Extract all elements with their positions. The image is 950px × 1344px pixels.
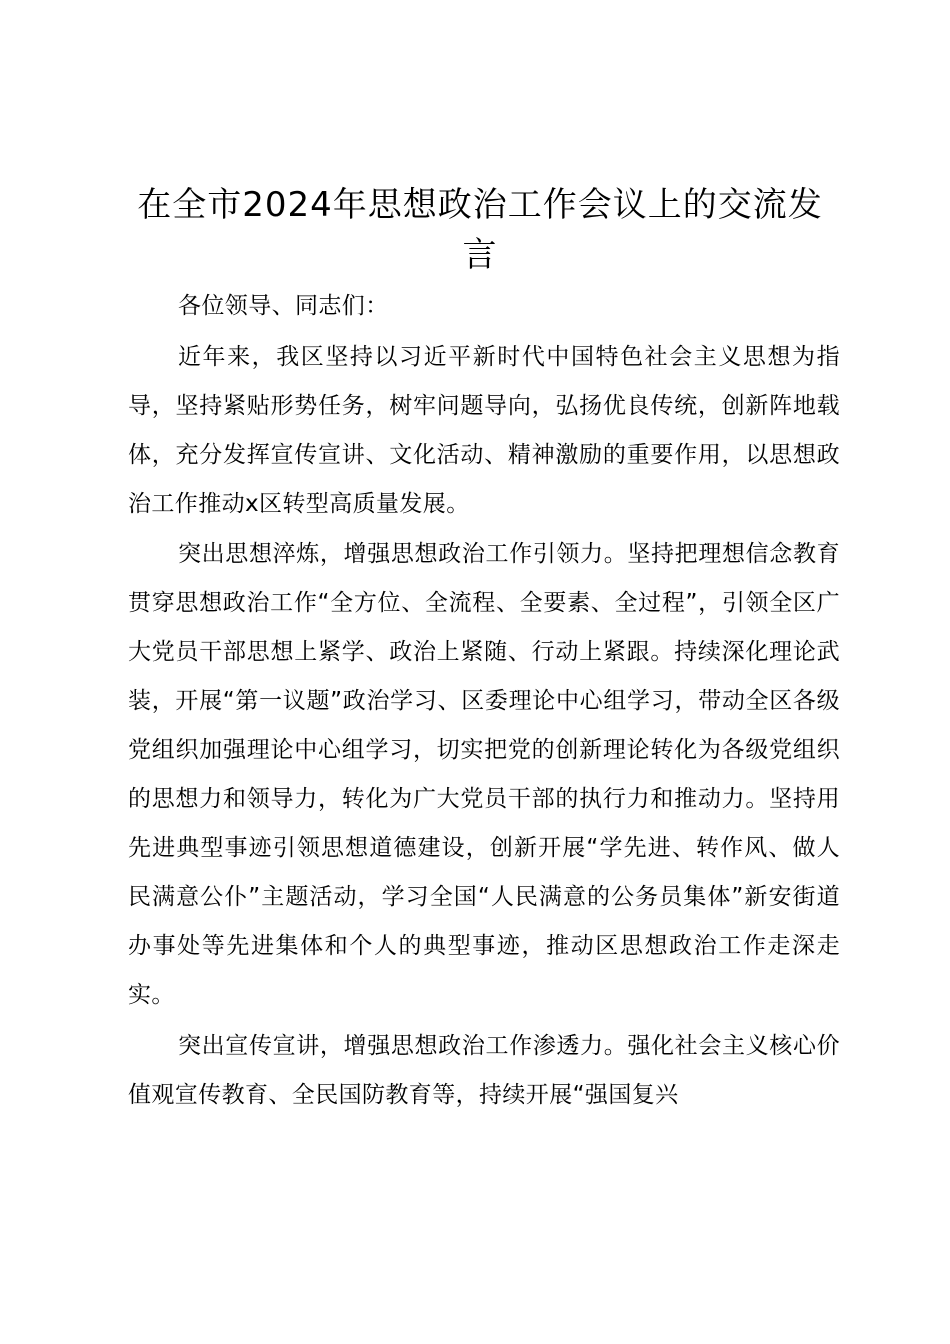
- greeting: 各位领导、同志们：: [178, 293, 389, 319]
- document-title: 在全市2024年思想政治工作会议上的交流发言: [137, 185, 823, 275]
- paragraph-publicity: 突出宣传宣讲，增强思想政治工作渗透力。强化社会主义核心价值观宣传教育、全民国防教育等，持续开展“强国复兴: [128, 1032, 840, 1108]
- paragraph-intro: 近年来，我区坚持以习近平新时代中国特色社会主义思想为指导，坚持紧贴形势任务，树牢问题导向，弘扬优良传统，创新阵地载体，充分发挥宣传宣讲、文化活动、精神激励的重要作用，以思想政治工作推动x区转型高质量发展。: [128, 343, 840, 517]
- paragraph-thought-tempering: 突出思想淬炼，增强思想政治工作引领力。坚持把理想信念教育贯穿思想政治工作“全方位、全流程、全要素、全过程”，引领全区广大党员干部思想上紧学、政治上紧随、行动上紧跟。持续深化理论武装，开展“第一议题”政治学习、区委理论中心组学习，带动全区各级党组织加强理论中心组学习，切实把党的创新理论转化为各级党组织的思想力和领导力，转化为广大党员干部的执行力和推动力。坚持用先进典型事迹引领思想道德建设，创新开展“学先进、转作风、做人民满意公仆”主题活动，学习全国“人民满意的公务员集体”新安街道办事处等先进集体和个人的典型事迹，推动区思想政治工作走深走实。: [128, 541, 840, 1008]
- document-body: [128, 282, 840, 1121]
